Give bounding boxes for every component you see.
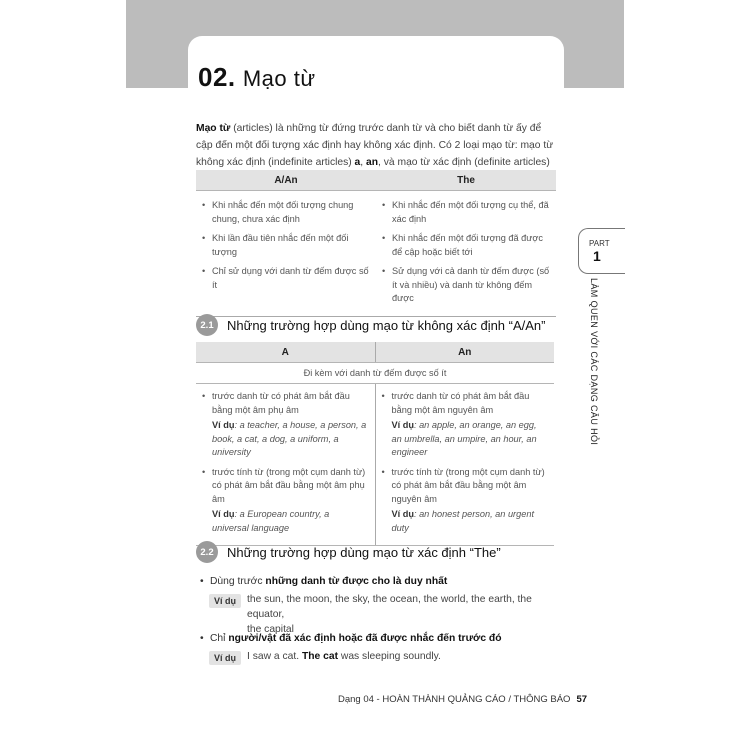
a-usage-cell — [196, 384, 375, 546]
intro-text-2: , và mạo từ xác định (definite articles) — [378, 157, 550, 168]
example — [212, 508, 369, 535]
bullet-bold: những danh từ được cho là duy nhất — [265, 576, 448, 587]
example — [392, 508, 549, 535]
part-label: PART — [589, 239, 610, 248]
a-an-usage-table — [196, 342, 554, 546]
page-number: 57 — [576, 694, 588, 705]
example-bold: The cat — [301, 651, 339, 662]
section-heading-2-2 — [196, 541, 501, 563]
page-title — [198, 62, 316, 93]
list-item: • Sử dụng với cả danh từ đếm được (số ít và nhiều) và danh từ không đếm được — [382, 265, 550, 306]
page-footer — [338, 694, 587, 705]
example — [392, 419, 549, 460]
title-number: 02. — [198, 62, 236, 92]
list-item: • Khi lần đầu tiên nhắc đến một đối tượng — [202, 232, 370, 259]
list-item: • Khi nhắc đến một đối tượng đã được để cập hoặc biết tới — [382, 232, 550, 259]
col-header-the: The — [376, 170, 556, 191]
list-item: • Khi nhắc đến một đối tượng chung chung, chưa xác định — [202, 199, 370, 226]
merged-row: Đi kèm với danh từ đếm được số ít — [196, 363, 554, 384]
col-header-a: A — [196, 342, 375, 363]
example-label: Ví dụ — [391, 509, 414, 519]
col-header-an: An — [375, 342, 554, 363]
example-text — [247, 649, 441, 664]
intro-lead: Mạo từ — [196, 123, 231, 134]
example-text: : a European country, a universal language — [212, 509, 330, 533]
part-tab — [578, 228, 625, 274]
list-item: • trước tính từ (trong một cụm danh từ) có phát âm bắt đầu bằng một âm phụ âm — [202, 466, 369, 507]
title-text: Mạo từ — [242, 66, 316, 91]
bullet-text: Chỉ — [210, 633, 229, 644]
intro-an: an — [366, 157, 379, 168]
col-header-a-an: A/An — [196, 170, 376, 191]
example-label: Ví dụ — [391, 420, 414, 430]
intro-text-1: (articles) là những từ đứng trước danh từ và cho biết danh từ ấy để cập đến một đối tượng xác định hay không xác định. Có 2 loại mạo từ: mạo từ không xác định (indefinite articles) — [196, 123, 554, 168]
section-title: Những trường hợp dùng mạo từ xác định “The” — [227, 544, 501, 560]
the-cell — [376, 191, 556, 317]
example-text — [247, 592, 567, 637]
bullet-text: Dùng trước — [210, 576, 266, 587]
example-part: was sleeping soundly. — [338, 651, 441, 662]
example-tag: Ví dụ — [209, 651, 241, 665]
example-part: I saw a cat. — [247, 651, 302, 662]
list-item: • trước tính từ (trong một cụm danh từ) có phát âm bắt đầu bằng một âm nguyên âm — [382, 466, 549, 507]
bullet-bold: người/vật đã xác định hoặc đã được nhắc đến trước đó — [228, 633, 502, 644]
list-item: • Khi nhắc đến một đối tượng cụ thể, đã xác định — [382, 199, 550, 226]
intro-comma: , — [360, 157, 367, 168]
example-line: the sun, the moon, the sky, the ocean, the world, the earth, the equator, — [247, 594, 532, 620]
example-label: Ví dụ — [212, 420, 235, 430]
side-chapter-title: LÀM QUEN VỚI CÁC DẠNG CÂU HỎI — [589, 278, 599, 446]
section-title: Những trường hợp dùng mạo từ không xác định “A/An” — [227, 317, 546, 333]
example-text: : an honest person, an urgent duty — [391, 509, 535, 533]
bullet: • — [200, 633, 204, 644]
section-heading-2-1 — [196, 314, 546, 336]
list-item: • trước danh từ có phát âm bắt đầu bằng một âm phụ âm — [202, 390, 369, 417]
example — [212, 419, 369, 460]
example-tag: Ví dụ — [209, 594, 241, 608]
example-text: : an apple, an orange, an egg, an umbrella, an umpire, an hour, an engineer — [391, 420, 537, 457]
a-an-cell — [196, 191, 376, 317]
part-number: 1 — [593, 248, 601, 264]
list-item: • Chỉ sử dụng với danh từ đếm được số ít — [202, 265, 370, 292]
example-line: the capital — [247, 624, 294, 635]
section-badge: 2.2 — [196, 541, 218, 563]
example-label: Ví dụ — [212, 509, 235, 519]
bullet: • — [200, 576, 204, 587]
articles-comparison-table — [196, 170, 556, 317]
example-text: : a teacher, a house, a person, a book, a cat, a dog, a uniform, a university — [212, 420, 367, 457]
intro-a: a — [354, 157, 361, 168]
footer-text: Dạng 04 - HOÀN THÀNH QUẢNG CÁO / THÔNG BÁO — [338, 694, 571, 705]
section-badge: 2.1 — [196, 314, 218, 336]
list-item: • trước danh từ có phát âm bắt đầu bằng một âm nguyên âm — [382, 390, 549, 417]
an-usage-cell — [375, 384, 554, 546]
